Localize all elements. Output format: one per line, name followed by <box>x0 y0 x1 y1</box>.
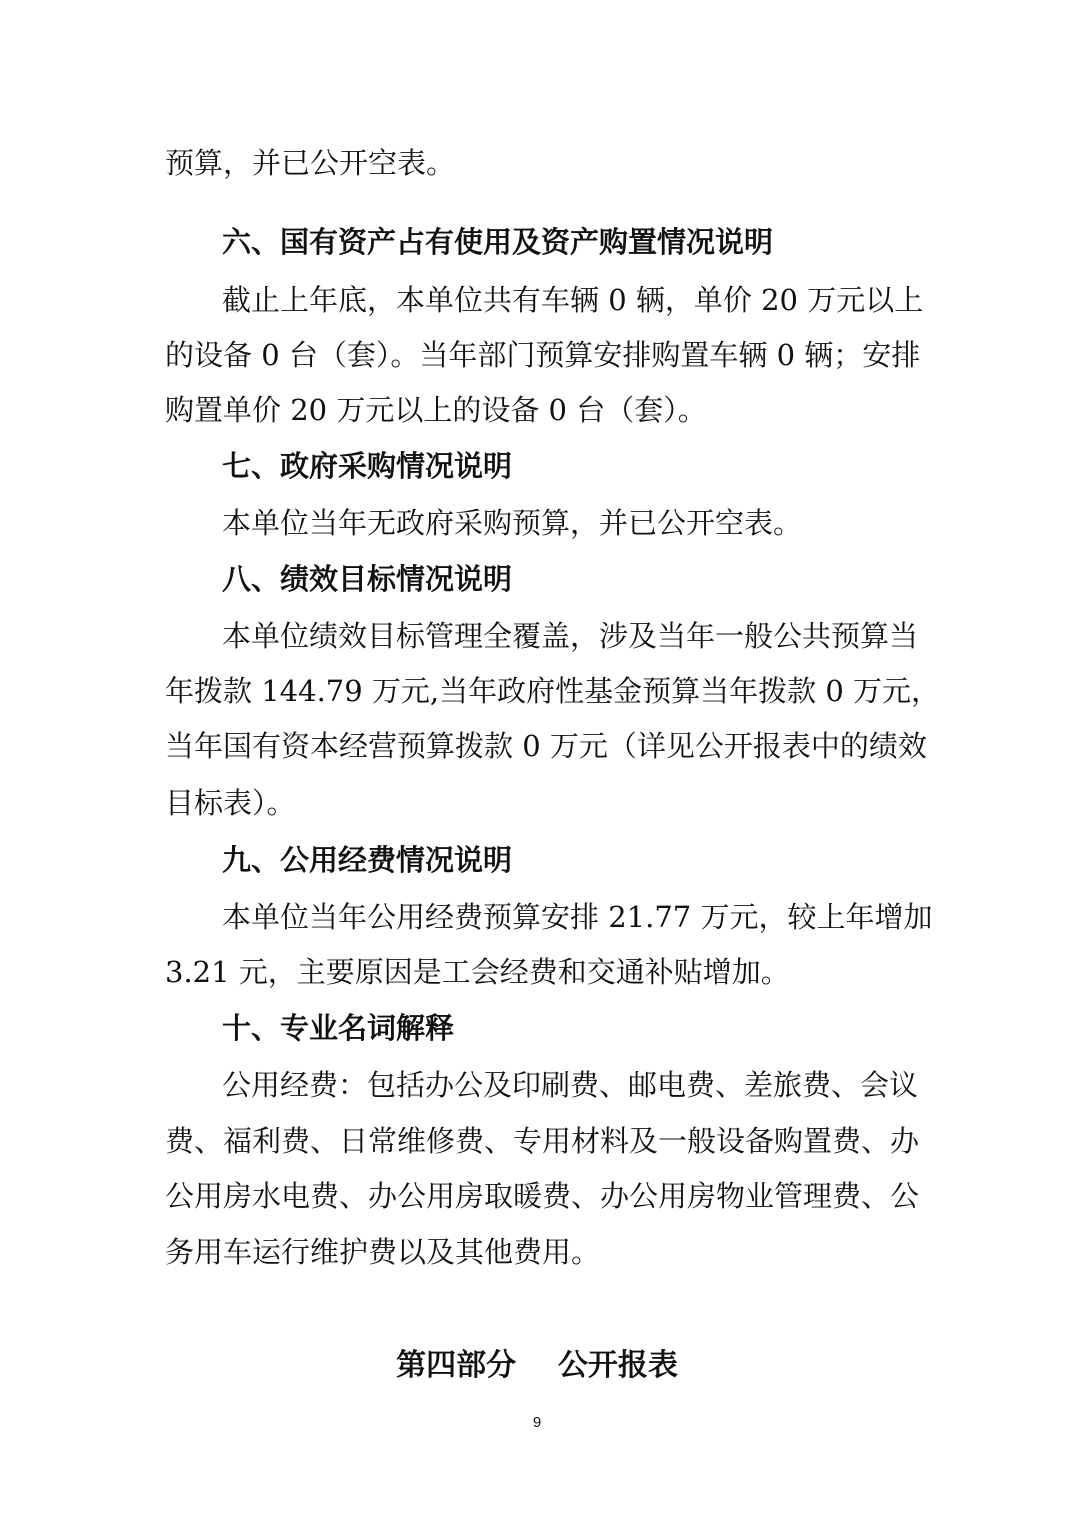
paragraph-line: 公用房水电费、办公用房取暖费、办公用房物业管理费、公 <box>165 1179 920 1213</box>
paragraph-line: 目标表）。 <box>165 786 296 820</box>
page-number: 9 <box>532 1414 542 1431</box>
paragraph-line: 的设备 0 台（套）。当年部门预算安排购置车辆 0 辆；安排 <box>165 338 921 372</box>
section-heading-6: 六、国有资产占有使用及资产购置情况说明 <box>222 225 774 259</box>
paragraph-line: 本单位当年无政府采购预算，并已公开空表。 <box>222 506 803 540</box>
paragraph-line: 本单位当年公用经费预算安排 21.77 万元，较上年增加 <box>222 900 933 934</box>
paragraph-line: 务用车运行维护费以及其他费用。 <box>165 1235 601 1269</box>
paragraph-line: 预算，并已公开空表。 <box>165 146 456 180</box>
paragraph-line: 3.21 元，主要原因是工会经费和交通补贴增加。 <box>165 955 790 989</box>
paragraph-line: 购置单价 20 万元以上的设备 0 台（套）。 <box>165 393 707 427</box>
paragraph-line: 本单位绩效目标管理全覆盖，涉及当年一般公共预算当 <box>222 619 919 653</box>
section-heading-10: 十、专业名词解释 <box>222 1011 455 1045</box>
part-title: 第四部分 公开报表 <box>396 1348 678 1383</box>
section-heading-9: 九、公用经费情况说明 <box>222 843 513 877</box>
paragraph-line: 公用经费：包括办公及印刷费、邮电费、差旅费、会议 <box>222 1068 919 1102</box>
paragraph-line: 当年国有资本经营预算拨款 0 万元（详见公开报表中的绩效 <box>165 729 927 763</box>
section-heading-7: 七、政府采购情况说明 <box>222 449 513 483</box>
paragraph-line: 费、福利费、日常维修费、专用材料及一般设备购置费、办 <box>165 1124 920 1158</box>
paragraph-line: 年拨款 144.79 万元,当年政府性基金预算当年拨款 0 万元， <box>165 674 941 708</box>
paragraph-line: 截止上年底，本单位共有车辆 0 辆，单价 20 万元以上 <box>222 283 924 317</box>
section-heading-8: 八、绩效目标情况说明 <box>222 562 513 596</box>
